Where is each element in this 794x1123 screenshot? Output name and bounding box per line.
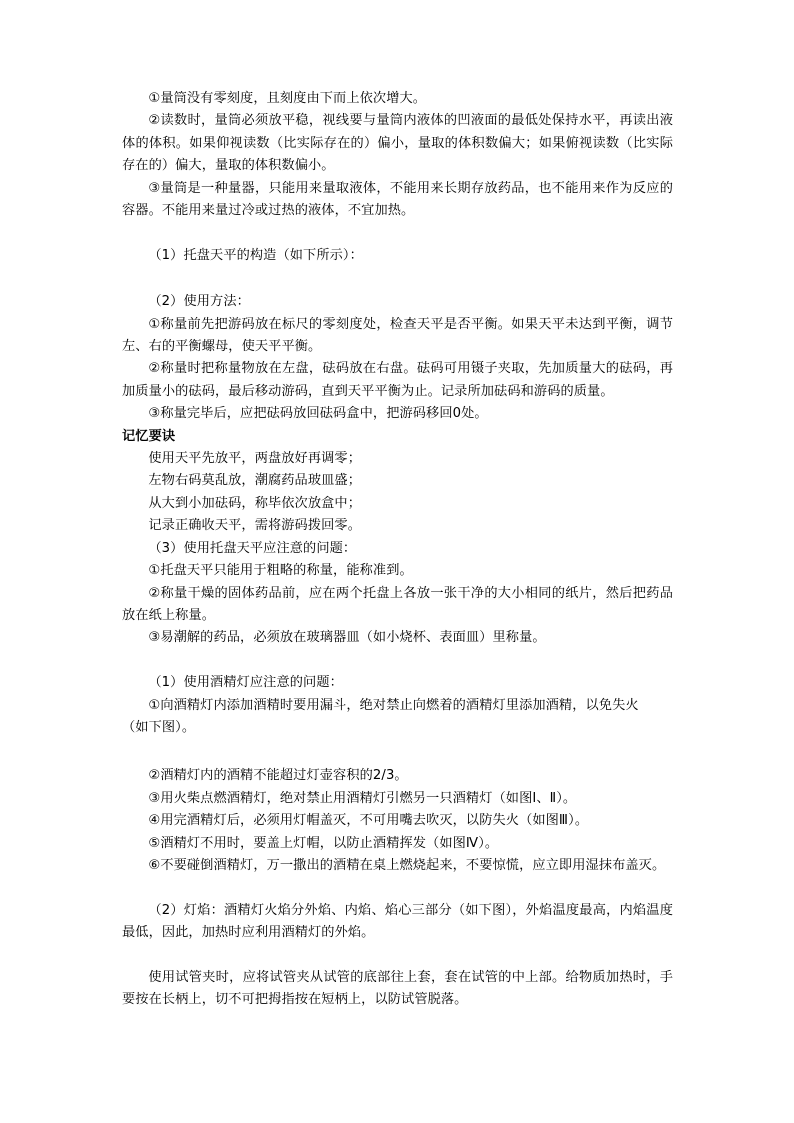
paragraph-balance-method-2: ②称量时把称量物放在左盘，砝码放在右盘。砝码可用镊子夹取，先加质量大的砝码，再加质量小的砝码，最后移动游码，直到天平平衡为止。记录所加砝码和游码的质量。 <box>122 361 673 399</box>
figure-placeholder-lamp-refill <box>122 739 673 765</box>
spacer-before-lamp-section <box>122 650 673 672</box>
paragraph-lamp-caution-5: ⑤酒精灯不用时，要盖上灯帽，以防止酒精挥发（如图Ⅳ）。 <box>148 835 499 851</box>
paragraph-balance-method-3: ③称量完毕后，应把砝码放回砝码盒中，把游码移回0处。 <box>148 406 488 422</box>
mnemonic-line-4: 记录正确收天平，需将游码拨回零。 <box>148 518 361 534</box>
paragraph-balance-caution-1: ①托盘天平只能用于粗略的称量，能称准到。 <box>148 563 413 579</box>
paragraph-cylinder-item-3: ③量筒是一种量器，只能用来量取液体，不能用来长期存放药品，也不能用来作为反应的容器。不能用来量过冷或过热的液体，不宜加热。 <box>122 180 673 219</box>
paragraph-tube-clamp: 使用试管夹时，应将试管夹从试管的底部往上套，套在试管的中上部。给物质加热时，手要按在长柄上，切不可把拇指按在短柄上，以防试管脱落。 <box>122 969 673 1008</box>
paragraph-balance-caution-2: ②称量干燥的固体药品前，应在两个托盘上各放一张干净的大小相同的纸片，然后把药品放在纸上称量。 <box>122 585 673 623</box>
spacer-before-tube-clamp <box>122 945 673 967</box>
paragraph-cylinder-item-1: ①量筒没有零刻度，且刻度由下而上依次增大。 <box>148 91 427 106</box>
paragraph-lamp-caution-4: ④用完酒精灯后，必须用灯帽盖灭，不可用嘴去吹灭，以防失火（如图Ⅲ）。 <box>148 813 589 829</box>
document-body <box>122 88 673 1012</box>
paragraph-lamp-caution-3: ③用火柴点燃酒精灯，绝对禁止用酒精灯引燃另一只酒精灯（如图Ⅰ、Ⅱ）。 <box>148 790 577 806</box>
paragraph-balance-method-1: ①称量前先把游码放在标尺的零刻度处，检查天平是否平衡。如果天平未达到平衡，调节左、右的平衡螺母，使天平平衡。 <box>122 316 673 355</box>
mnemonic-line-3: 从大到小加砝码，称毕依次放盒中； <box>148 495 361 511</box>
heading-balance-cautions: （3）使用托盘天平应注意的问题： <box>148 540 357 556</box>
mnemonic-line-2: 左物右码莫乱放，潮腐药品玻皿盛； <box>148 473 361 489</box>
heading-flame: （2）灯焰：酒精灯火焰分外焰、内焰、焰心三部分（如下图），外焰温度最高，内焰温度最低，因此，加热时应利用酒精灯的外焰。 <box>122 902 673 941</box>
heading-mnemonic: 记忆要诀 <box>122 428 176 444</box>
heading-lamp-cautions: （1）使用酒精灯应注意的问题： <box>148 675 343 691</box>
mnemonic-line-1: 使用天平先放平，两盘放好再调零； <box>148 451 361 467</box>
spacer-before-flame-section <box>122 877 673 899</box>
heading-balance-structure: （1）托盘天平的构造（如下所示）： <box>148 247 363 263</box>
paragraph-cylinder-item-2: ②读数时，量筒必须放平稳，视线要与量筒内液体的凹液面的最低处保持水平，再读出液体的体积。如果仰视读数（比实际存在的）偏小，量取的体积数偏大；如果俯视读数（比实际存在的）偏大，量取的体积数偏小。 <box>122 113 673 174</box>
paragraph-lamp-caution-6: ⑥不要碰倒酒精灯，万一撒出的酒精在桌上燃烧起来，不要惊慌，应立即用湿抹布盖灭。 <box>148 857 666 873</box>
paragraph-balance-caution-3: ③易潮解的药品，必须放在玻璃器皿（如小烧杯、表面皿）里称量。 <box>148 630 546 646</box>
heading-balance-method: （2）使用方法： <box>148 294 250 310</box>
paragraph-lamp-caution-1: ①向酒精灯内添加酒精时要用漏斗，绝对禁止向燃着的酒精灯里添加酒精，以免失火 <box>148 697 639 713</box>
spacer-before-balance-structure <box>122 222 673 244</box>
paragraph-lamp-caution-2: ②酒精灯内的酒精不能超过灯壶容积的2/3。 <box>148 768 408 784</box>
paragraph-lamp-caution-1-continuation: （如下图）。 <box>122 719 196 735</box>
figure-placeholder-balance-structure <box>122 267 673 291</box>
